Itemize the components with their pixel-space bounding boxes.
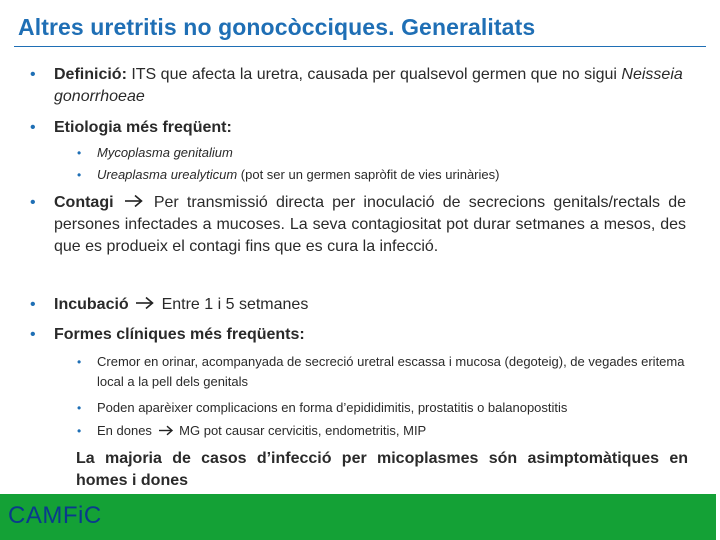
right-arrow-icon [158,425,174,436]
formes-item-text: Cremor en orinar, acompanyada de secreció uretral escassa i mucosa (degoteig), de vegades eritema local a la pell dels genitals [97,354,685,389]
etiologia-item [77,165,687,185]
bullet-dot-icon: • [77,168,82,182]
bullet-contagi [30,192,686,258]
contagi-label: Contagi [54,194,114,211]
slide-title: Altres uretritis no gonocòcciques. Generalitats [18,14,536,40]
footer-bar [0,494,716,540]
conclusion-text: La majoria de casos d’infecció per micoplasmes són asimptomàtiques en homes i dones [76,450,688,489]
bullet-incubacio [30,294,686,316]
bullet-dot-icon: • [30,66,36,83]
incubacio-label: Incubació [54,296,129,313]
formes-item [77,352,687,392]
definicio-label: Definició: [54,66,127,83]
incubacio-text: Entre 1 i 5 setmanes [157,296,309,313]
right-arrow-icon [135,296,155,310]
formes-item-text: MG pot causar cervicitis, endometritis, MIP [175,423,427,438]
formes-label: Formes clíniques més freqüents: [54,326,305,343]
formes-item-prefix: En dones [97,423,156,438]
definicio-text: ITS que afecta la uretra, causada per qualsevol germen que no sigui [126,66,622,83]
bullet-dot-icon: • [30,326,36,343]
bullet-dot-icon: • [77,401,82,415]
etiologia-item-text: (pot ser un germen sapròfit de vies urinàries) [237,167,500,182]
bullet-dot-icon: • [77,355,82,369]
bullet-dot-icon: • [30,296,36,313]
formes-item-text: Poden aparèixer complicacions en forma d’epididimitis, prostatitis o balanopostitis [97,400,568,415]
formes-item [77,421,687,441]
etiologia-item-organism: Mycoplasma genitalium [97,145,233,160]
bullet-definicio [30,64,686,108]
bullet-dot-icon: • [77,424,82,438]
bullet-etiologia [30,117,686,139]
camfic-logo: CAMFiC [8,502,102,529]
bullet-dot-icon: • [30,194,36,211]
etiologia-label: Etiologia més freqüent: [54,119,232,136]
etiologia-item [77,143,687,163]
definicio-organism: Neisseia gonorrhoeae [54,66,683,105]
bullet-formes [30,324,686,346]
bullet-dot-icon: • [30,119,36,136]
contagi-text: Per transmissió directa per inoculació de secrecions genitals/rectals de persones infectades a mucoses. La seva contagiositat pot durar setmanes a mesos, des que es produeix el contagi fins que es cura la infecció. [54,194,686,255]
bullet-dot-icon: • [77,146,82,160]
etiologia-item-organism: Ureaplasma urealyticum [97,167,238,182]
formes-item [77,398,687,418]
right-arrow-icon [124,194,144,208]
